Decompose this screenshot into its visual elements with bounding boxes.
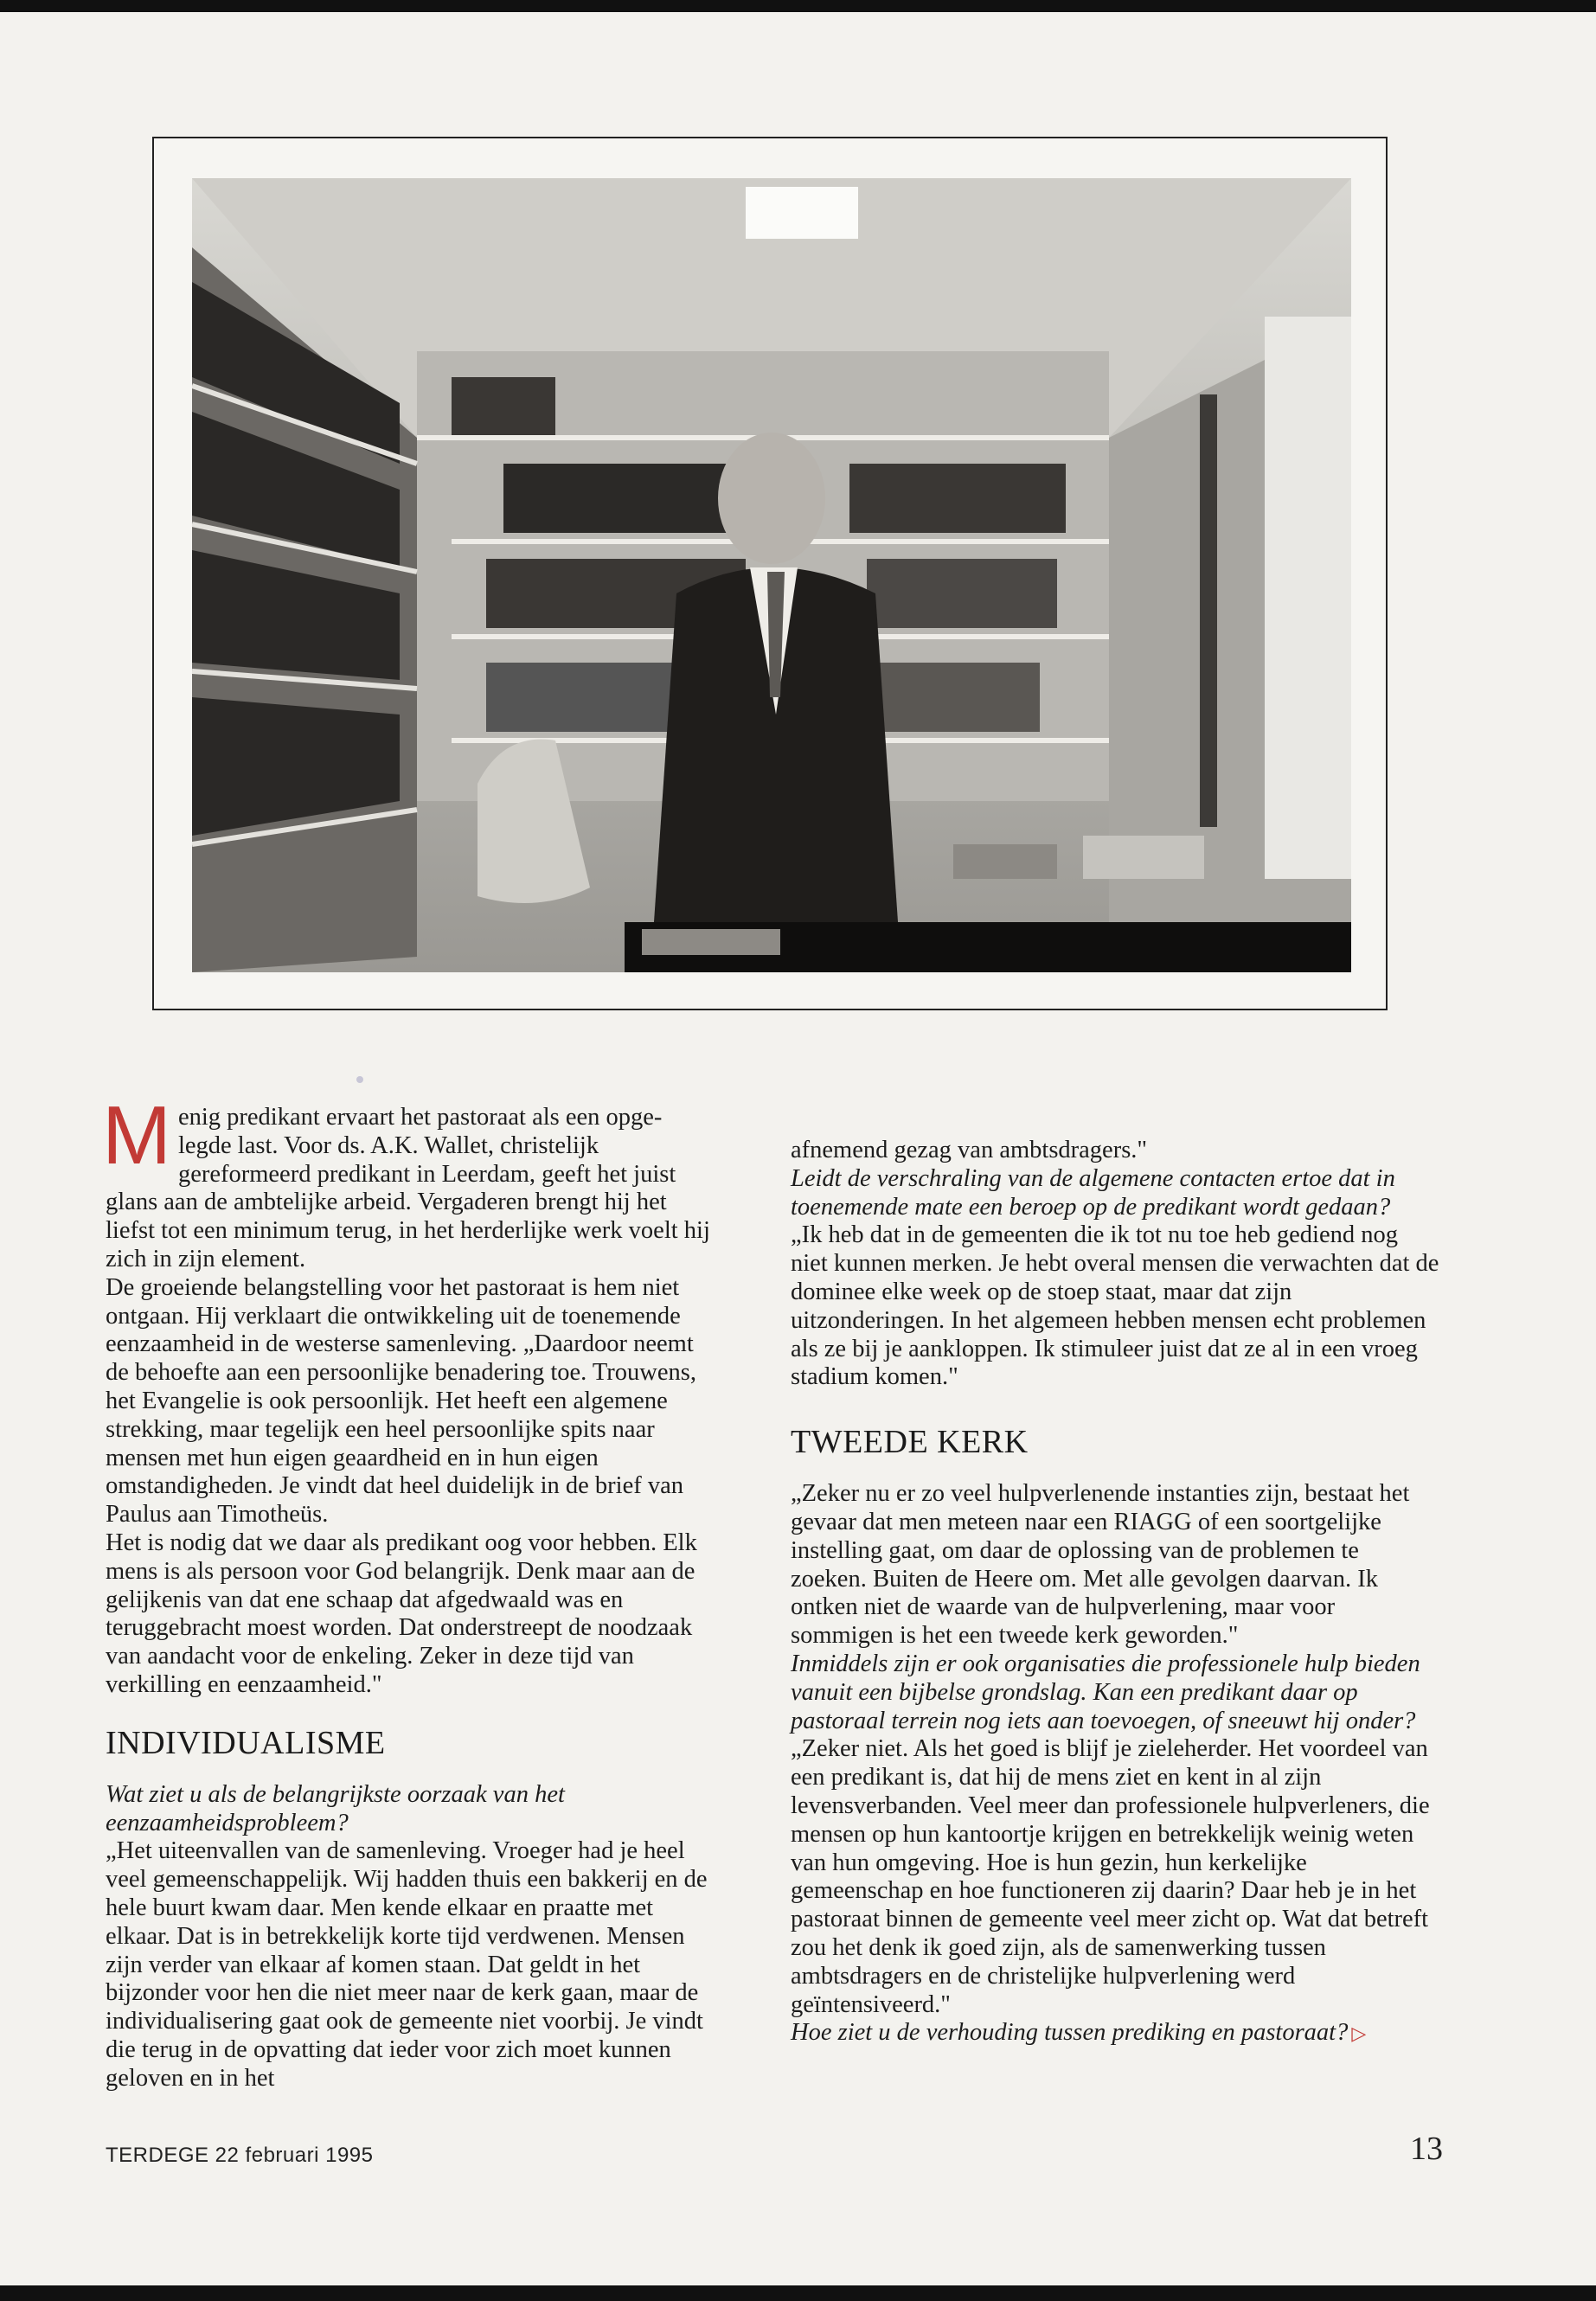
photo-icon: [192, 178, 1351, 972]
continue-arrow-icon: ▷: [1351, 2022, 1367, 2045]
interview-answer: „Zeker nu er zo veel hulpverlenende instanties zijn, bestaat het gevaar dat men meteen naar een RIAGG of een soortgelijke instelling gaat, om daar de oplossing van de problemen te zoeken. Buiten de Heere om. Met alle gevolgen daarvan. Ik ontken niet de waarde van de hulpverlening, maar voor sommigen is het een tweede kerk geworden.": [791, 1480, 1410, 1650]
section-heading: TWEEDE KERK: [791, 1424, 1029, 1461]
interview-question: Leidt de verschraling van de algemene contacten ertoe dat in toenemende mate een beroep op de predikant wordt gedaan?: [791, 1164, 1395, 1221]
page-number: 13: [1410, 2131, 1443, 2167]
section-heading: INDIVIDUALISME: [106, 1724, 386, 1761]
body-paragraph: Het is nodig dat we daar als predikant oog voor hebben. Elk mens is als persoon voor God belangrijk. Denk maar aan de gelijkenis van dat ene schaap dat afgedwaald was en teruggebracht moest worden. Dat onderstreept de noodzaak van aandacht voor de enkeling. Zeker in deze tijd van verkilling en eenzaamheid.": [106, 1529, 697, 1698]
bottom-rule: [0, 2285, 1596, 2301]
page-dot: [356, 1076, 363, 1083]
interview-question: Wat ziet u als de belangrijkste oorzaak van het eenzaamheidsprobleem?: [106, 1780, 565, 1836]
drop-cap: M: [102, 1089, 171, 1182]
closing-question: Hoe ziet u de verhouding tussen prediking en pastoraat?: [791, 2019, 1349, 2047]
interview-answer: „Het uiteenvallen van de samenleving. Vroeger had je heel veel gemeenschappelijk. Wij hadden thuis een bakkerij en de hele buurt kwam daar. Men kende elkaar en praatte met elkaar. Dat is in betrekkelijk korte tijd verdwenen. Mensen zijn verder van elkaar af komen staan. Dat geldt in het bijzonder voor hen die niet meer naar de kerk gaan, maar de individualisering gaat ook de gemeente niet voorbij. Je vindt die terug in de opvatting dat ieder voor zich moet kunnen geloven en in het: [106, 1837, 708, 2092]
intro-text: enig predikant ervaart het pastoraat als een opge- legde last. Voor ds. A.K. Wallet, christelijk gereformeerd predikant in Leerdam, geeft het juist glans aan de ambtelijke arbeid. Vergaderen brengt hij het liefst tot een minimum terug, in het herderlijke werk voelt hij zich in zijn element.: [106, 1104, 710, 1272]
interview-answer: „Zeker niet. Als het goed is blijf je zieleherder. Het voordeel van een predikant is, dat hij de mens ziet en kent in al zijn levensverbanden. Veel meer dan professionele hulpverleners, die mensen op hun kantoortje krijgen en betrekkelijk weinig weten van hun omgeving. Hoe is hun gezin, hun kerkelijke gemeenschap en hoe functioneren zij daarin? Daar heb je in het pastoraat binnen de gemeente veel meer zicht op. Wat dat betreft zou het denk ik goed zijn, als de samenwerking tussen ambtsdragers en de christelijke hulpverlening werd geïntensiveerd.": [791, 1735, 1430, 2018]
photo-frame: [152, 137, 1388, 1010]
body-paragraph: afnemend gezag van ambtsdragers.": [791, 1137, 1148, 1163]
interview-answer: „Ik heb dat in de gemeenten die ik tot nu toe heb gediend nog niet kunnen merken. Je hebt overal mensen die verwachten dat de dominee elke week op de stoep staat, maar dat zijn uitzonderingen. In het algemeen hebben mensen echt problemen als ze bij je aankloppen. Ik stimuleer juist dat ze al in een vroeg stadium komen.": [791, 1221, 1439, 1391]
study-photo: [192, 178, 1351, 972]
intro-paragraph: [102, 1089, 718, 1274]
right-column: [791, 1137, 1439, 2048]
top-rule: [0, 0, 1596, 12]
footer-magazine-date: TERDEGE 22 februari 1995: [106, 2144, 374, 2167]
interview-question: Inmiddels zijn er ook organisaties die professionele hulp bieden vanuit een bijbelse grondslag. Kan een predikant daar op pastoraal terrein nog iets aan toevoegen, of sneeuwt hij onder?: [791, 1650, 1420, 1734]
interview-question: [791, 2019, 1439, 2048]
body-paragraph: De groeiende belangstelling voor het pastoraat is hem niet ontgaan. Hij verklaart die ontwikkeling uit de toenemende eenzaamheid in de westerse samenleving. „Daardoor neemt de behoefte aan een persoonlijke benadering toe. Trouwens, het Evangelie is ook persoonlijk. Het heeft een algemene strekking, maar tegelijk een heel persoonlijke spits naar mensen met hun eigen geaardheid en in hun eigen omstandigheden. Je vindt dat heel duidelijk in de brief van Paulus aan Timotheüs.: [106, 1273, 696, 1529]
left-column: [102, 1089, 718, 2093]
